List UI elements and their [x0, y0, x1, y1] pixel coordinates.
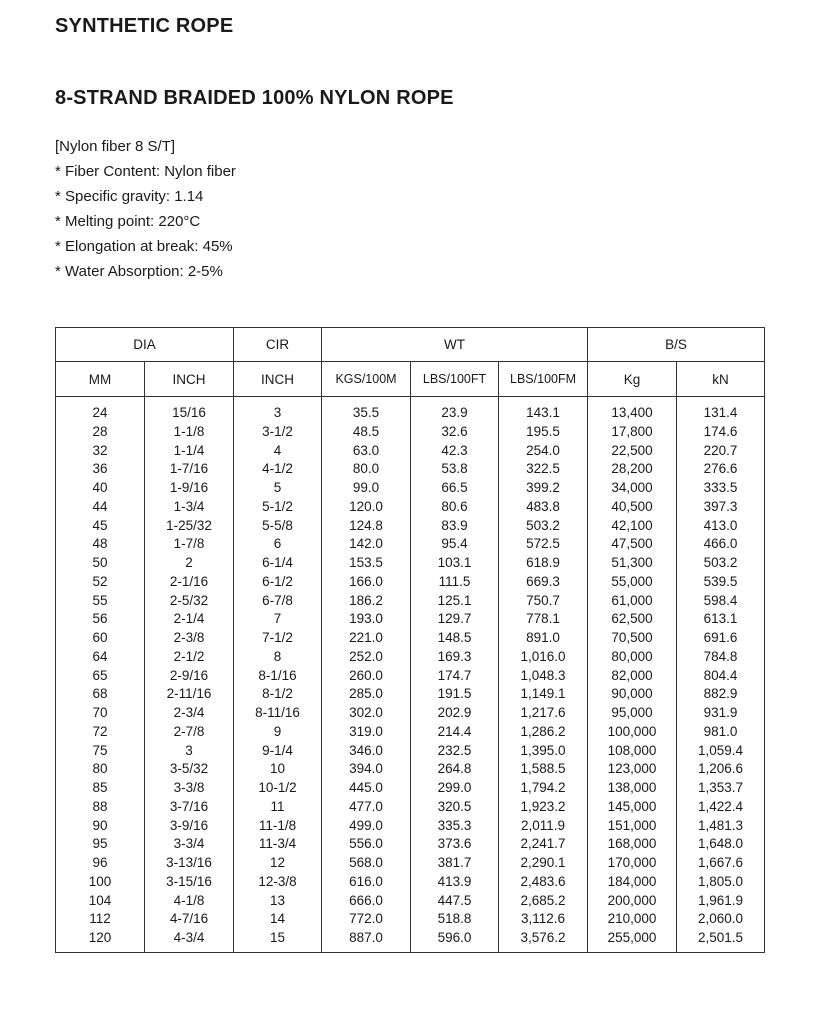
cell-wt-lbs-100fm: 2,685.2 [499, 892, 588, 911]
unit-header-kg: Kg [588, 362, 677, 397]
cell-bs-kn: 1,353.7 [677, 779, 765, 798]
cell-wt-lbs-100fm: 750.7 [499, 592, 588, 611]
cell-dia-inch: 2-1/2 [145, 648, 234, 667]
cell-bs-kg: 47,500 [588, 535, 677, 554]
cell-bs-kg: 255,000 [588, 929, 677, 952]
cell-wt-lbs-100ft: 264.8 [411, 760, 499, 779]
cell-bs-kg: 82,000 [588, 667, 677, 686]
cell-wt-lbs-100ft: 23.9 [411, 397, 499, 423]
spec-item-water-absorption: * Water Absorption: 2-5% [55, 263, 223, 280]
cell-cir-inch: 7 [234, 610, 322, 629]
cell-bs-kg: 40,500 [588, 498, 677, 517]
cell-cir-inch: 10 [234, 760, 322, 779]
table-row [56, 554, 765, 573]
cell-wt-lbs-100fm: 1,149.1 [499, 685, 588, 704]
cell-dia-inch: 4-1/8 [145, 892, 234, 911]
cell-cir-inch: 6-7/8 [234, 592, 322, 611]
cell-wt-lbs-100ft: 42.3 [411, 442, 499, 461]
cell-bs-kg: 80,000 [588, 648, 677, 667]
unit-header-kn: kN [677, 362, 765, 397]
cell-cir-inch: 4-1/2 [234, 460, 322, 479]
cell-cir-inch: 12 [234, 854, 322, 873]
header-dia: DIA [56, 328, 234, 362]
unit-header-lbs-100fm: LBS/100FM [499, 362, 588, 397]
cell-bs-kn: 981.0 [677, 723, 765, 742]
cell-dia-inch: 15/16 [145, 397, 234, 423]
cell-dia-mm: 68 [56, 685, 145, 704]
cell-wt-lbs-100ft: 214.4 [411, 723, 499, 742]
cell-dia-mm: 70 [56, 704, 145, 723]
table-body [56, 397, 765, 953]
cell-bs-kg: 17,800 [588, 423, 677, 442]
spec-item-melting-point: * Melting point: 220°C [55, 213, 201, 230]
cell-dia-inch: 3-3/4 [145, 835, 234, 854]
cell-cir-inch: 9 [234, 723, 322, 742]
cell-cir-inch: 8-1/2 [234, 685, 322, 704]
cell-bs-kn: 131.4 [677, 397, 765, 423]
cell-bs-kn: 503.2 [677, 554, 765, 573]
cell-bs-kn: 466.0 [677, 535, 765, 554]
cell-wt-lbs-100ft: 83.9 [411, 517, 499, 536]
cell-wt-kgs-100m: 616.0 [322, 873, 411, 892]
unit-header-mm: MM [56, 362, 145, 397]
cell-dia-inch: 1-1/8 [145, 423, 234, 442]
cell-dia-mm: 88 [56, 798, 145, 817]
table-row [56, 798, 765, 817]
table-row [56, 910, 765, 929]
cell-wt-lbs-100fm: 1,048.3 [499, 667, 588, 686]
table-row [56, 779, 765, 798]
cell-dia-inch: 3-7/16 [145, 798, 234, 817]
cell-wt-lbs-100fm: 1,286.2 [499, 723, 588, 742]
table-row [56, 423, 765, 442]
table-row [56, 610, 765, 629]
cell-dia-mm: 40 [56, 479, 145, 498]
cell-wt-kgs-100m: 772.0 [322, 910, 411, 929]
cell-dia-mm: 75 [56, 742, 145, 761]
cell-bs-kn: 882.9 [677, 685, 765, 704]
table-row [56, 460, 765, 479]
table-row [56, 835, 765, 854]
cell-cir-inch: 4 [234, 442, 322, 461]
unit-header-lbs-100ft: LBS/100FT [411, 362, 499, 397]
cell-wt-lbs-100fm: 1,217.6 [499, 704, 588, 723]
unit-header-dia-inch: INCH [145, 362, 234, 397]
table-group-header-row [56, 328, 765, 362]
spec-item-fiber-content: * Fiber Content: Nylon fiber [55, 163, 236, 180]
cell-wt-lbs-100ft: 335.3 [411, 817, 499, 836]
cell-dia-inch: 4-3/4 [145, 929, 234, 952]
cell-wt-kgs-100m: 887.0 [322, 929, 411, 952]
cell-dia-inch: 2-3/8 [145, 629, 234, 648]
cell-cir-inch: 8 [234, 648, 322, 667]
cell-bs-kg: 100,000 [588, 723, 677, 742]
cell-wt-lbs-100fm: 572.5 [499, 535, 588, 554]
cell-dia-mm: 120 [56, 929, 145, 952]
rope-spec-table-container [55, 327, 764, 953]
cell-wt-kgs-100m: 477.0 [322, 798, 411, 817]
cell-wt-lbs-100ft: 53.8 [411, 460, 499, 479]
cell-wt-kgs-100m: 285.0 [322, 685, 411, 704]
cell-wt-kgs-100m: 221.0 [322, 629, 411, 648]
cell-dia-mm: 45 [56, 517, 145, 536]
cell-dia-mm: 112 [56, 910, 145, 929]
cell-wt-lbs-100ft: 373.6 [411, 835, 499, 854]
cell-dia-mm: 28 [56, 423, 145, 442]
cell-wt-lbs-100fm: 322.5 [499, 460, 588, 479]
cell-bs-kg: 168,000 [588, 835, 677, 854]
cell-dia-inch: 3-3/8 [145, 779, 234, 798]
cell-cir-inch: 12-3/8 [234, 873, 322, 892]
cell-wt-lbs-100ft: 95.4 [411, 535, 499, 554]
cell-wt-lbs-100fm: 2,011.9 [499, 817, 588, 836]
cell-bs-kg: 123,000 [588, 760, 677, 779]
cell-dia-inch: 1-1/4 [145, 442, 234, 461]
cell-wt-lbs-100fm: 483.8 [499, 498, 588, 517]
cell-wt-kgs-100m: 568.0 [322, 854, 411, 873]
header-bs: B/S [588, 328, 765, 362]
cell-wt-kgs-100m: 445.0 [322, 779, 411, 798]
table-row [56, 929, 765, 952]
cell-bs-kn: 413.0 [677, 517, 765, 536]
cell-wt-lbs-100fm: 254.0 [499, 442, 588, 461]
cell-bs-kn: 397.3 [677, 498, 765, 517]
cell-bs-kn: 220.7 [677, 442, 765, 461]
cell-wt-lbs-100fm: 1,923.2 [499, 798, 588, 817]
cell-cir-inch: 14 [234, 910, 322, 929]
cell-wt-lbs-100ft: 232.5 [411, 742, 499, 761]
cell-cir-inch: 6 [234, 535, 322, 554]
cell-wt-lbs-100fm: 3,112.6 [499, 910, 588, 929]
cell-wt-kgs-100m: 302.0 [322, 704, 411, 723]
cell-wt-kgs-100m: 394.0 [322, 760, 411, 779]
product-title: 8-STRAND BRAIDED 100% NYLON ROPE [55, 87, 454, 109]
cell-wt-lbs-100fm: 1,588.5 [499, 760, 588, 779]
cell-dia-inch: 2-1/4 [145, 610, 234, 629]
cell-bs-kg: 95,000 [588, 704, 677, 723]
cell-bs-kn: 1,961.9 [677, 892, 765, 911]
cell-bs-kg: 210,000 [588, 910, 677, 929]
cell-wt-lbs-100ft: 32.6 [411, 423, 499, 442]
cell-wt-lbs-100ft: 129.7 [411, 610, 499, 629]
cell-cir-inch: 8-1/16 [234, 667, 322, 686]
cell-wt-lbs-100fm: 143.1 [499, 397, 588, 423]
cell-bs-kg: 62,500 [588, 610, 677, 629]
cell-wt-lbs-100fm: 195.5 [499, 423, 588, 442]
cell-bs-kn: 2,060.0 [677, 910, 765, 929]
table-row [56, 704, 765, 723]
cell-dia-mm: 96 [56, 854, 145, 873]
cell-wt-lbs-100fm: 503.2 [499, 517, 588, 536]
cell-dia-mm: 56 [56, 610, 145, 629]
cell-dia-inch: 2-3/4 [145, 704, 234, 723]
cell-wt-lbs-100ft: 169.3 [411, 648, 499, 667]
cell-wt-kgs-100m: 142.0 [322, 535, 411, 554]
cell-cir-inch: 5-1/2 [234, 498, 322, 517]
cell-wt-kgs-100m: 193.0 [322, 610, 411, 629]
cell-bs-kg: 61,000 [588, 592, 677, 611]
cell-dia-inch: 3-9/16 [145, 817, 234, 836]
cell-bs-kn: 804.4 [677, 667, 765, 686]
spec-item-specific-gravity: * Specific gravity: 1.14 [55, 188, 204, 205]
cell-dia-mm: 65 [56, 667, 145, 686]
cell-wt-kgs-100m: 499.0 [322, 817, 411, 836]
table-row [56, 498, 765, 517]
cell-dia-inch: 1-3/4 [145, 498, 234, 517]
cell-dia-mm: 72 [56, 723, 145, 742]
cell-wt-lbs-100fm: 2,241.7 [499, 835, 588, 854]
cell-wt-kgs-100m: 120.0 [322, 498, 411, 517]
cell-bs-kg: 55,000 [588, 573, 677, 592]
spec-item-fiber-type: [Nylon fiber 8 S/T] [55, 138, 176, 155]
cell-wt-lbs-100fm: 669.3 [499, 573, 588, 592]
cell-wt-lbs-100ft: 66.5 [411, 479, 499, 498]
cell-wt-lbs-100fm: 891.0 [499, 629, 588, 648]
cell-wt-kgs-100m: 252.0 [322, 648, 411, 667]
page-title: SYNTHETIC ROPE [55, 15, 234, 37]
table-row [56, 573, 765, 592]
cell-bs-kn: 2,501.5 [677, 929, 765, 952]
cell-cir-inch: 11 [234, 798, 322, 817]
cell-bs-kg: 34,000 [588, 479, 677, 498]
cell-dia-inch: 2-9/16 [145, 667, 234, 686]
cell-wt-lbs-100ft: 447.5 [411, 892, 499, 911]
cell-bs-kn: 1,422.4 [677, 798, 765, 817]
cell-wt-lbs-100ft: 125.1 [411, 592, 499, 611]
cell-bs-kg: 200,000 [588, 892, 677, 911]
table-unit-header-row [56, 362, 765, 397]
cell-cir-inch: 8-11/16 [234, 704, 322, 723]
cell-bs-kn: 539.5 [677, 573, 765, 592]
cell-wt-lbs-100fm: 3,576.2 [499, 929, 588, 952]
cell-cir-inch: 3-1/2 [234, 423, 322, 442]
cell-cir-inch: 10-1/2 [234, 779, 322, 798]
cell-cir-inch: 6-1/4 [234, 554, 322, 573]
table-row [56, 667, 765, 686]
cell-bs-kn: 333.5 [677, 479, 765, 498]
table-row [56, 685, 765, 704]
cell-cir-inch: 5 [234, 479, 322, 498]
cell-bs-kg: 70,500 [588, 629, 677, 648]
cell-dia-mm: 100 [56, 873, 145, 892]
cell-wt-lbs-100ft: 320.5 [411, 798, 499, 817]
cell-cir-inch: 13 [234, 892, 322, 911]
cell-wt-lbs-100fm: 2,483.6 [499, 873, 588, 892]
cell-wt-lbs-100ft: 381.7 [411, 854, 499, 873]
cell-wt-lbs-100fm: 778.1 [499, 610, 588, 629]
cell-wt-kgs-100m: 166.0 [322, 573, 411, 592]
table-row [56, 479, 765, 498]
cell-wt-lbs-100ft: 191.5 [411, 685, 499, 704]
table-row [56, 742, 765, 761]
cell-wt-lbs-100fm: 2,290.1 [499, 854, 588, 873]
unit-header-kgs-100m: KGS/100M [322, 362, 411, 397]
cell-dia-mm: 44 [56, 498, 145, 517]
cell-cir-inch: 7-1/2 [234, 629, 322, 648]
cell-bs-kn: 931.9 [677, 704, 765, 723]
table-row [56, 397, 765, 423]
cell-bs-kg: 28,200 [588, 460, 677, 479]
cell-wt-kgs-100m: 666.0 [322, 892, 411, 911]
cell-wt-lbs-100ft: 103.1 [411, 554, 499, 573]
table-row [56, 760, 765, 779]
cell-bs-kn: 1,059.4 [677, 742, 765, 761]
cell-dia-mm: 85 [56, 779, 145, 798]
cell-cir-inch: 3 [234, 397, 322, 423]
cell-bs-kn: 1,648.0 [677, 835, 765, 854]
spec-item-elongation: * Elongation at break: 45% [55, 238, 233, 255]
unit-header-cir-inch: INCH [234, 362, 322, 397]
cell-dia-inch: 3-5/32 [145, 760, 234, 779]
cell-cir-inch: 11-1/8 [234, 817, 322, 836]
cell-dia-inch: 1-9/16 [145, 479, 234, 498]
cell-wt-lbs-100ft: 80.6 [411, 498, 499, 517]
table-row [56, 723, 765, 742]
cell-bs-kn: 1,667.6 [677, 854, 765, 873]
cell-dia-mm: 64 [56, 648, 145, 667]
cell-wt-lbs-100ft: 299.0 [411, 779, 499, 798]
cell-cir-inch: 11-3/4 [234, 835, 322, 854]
cell-cir-inch: 9-1/4 [234, 742, 322, 761]
cell-bs-kg: 138,000 [588, 779, 677, 798]
cell-wt-kgs-100m: 48.5 [322, 423, 411, 442]
cell-bs-kg: 13,400 [588, 397, 677, 423]
cell-bs-kg: 51,300 [588, 554, 677, 573]
cell-dia-mm: 32 [56, 442, 145, 461]
cell-wt-lbs-100ft: 596.0 [411, 929, 499, 952]
table-row [56, 442, 765, 461]
cell-wt-lbs-100fm: 1,016.0 [499, 648, 588, 667]
cell-wt-kgs-100m: 124.8 [322, 517, 411, 536]
spec-list [55, 134, 236, 284]
cell-dia-inch: 3-13/16 [145, 854, 234, 873]
cell-dia-mm: 80 [56, 760, 145, 779]
header-cir: CIR [234, 328, 322, 362]
table-row [56, 817, 765, 836]
cell-dia-mm: 48 [56, 535, 145, 554]
cell-wt-kgs-100m: 80.0 [322, 460, 411, 479]
cell-bs-kn: 174.6 [677, 423, 765, 442]
cell-dia-mm: 90 [56, 817, 145, 836]
cell-dia-mm: 36 [56, 460, 145, 479]
cell-dia-inch: 2-1/16 [145, 573, 234, 592]
table-row [56, 535, 765, 554]
cell-bs-kn: 613.1 [677, 610, 765, 629]
cell-wt-kgs-100m: 556.0 [322, 835, 411, 854]
cell-bs-kn: 1,805.0 [677, 873, 765, 892]
cell-bs-kn: 784.8 [677, 648, 765, 667]
cell-dia-inch: 4-7/16 [145, 910, 234, 929]
cell-wt-lbs-100fm: 399.2 [499, 479, 588, 498]
cell-bs-kn: 691.6 [677, 629, 765, 648]
cell-bs-kn: 276.6 [677, 460, 765, 479]
table-row [56, 873, 765, 892]
cell-dia-mm: 55 [56, 592, 145, 611]
cell-dia-mm: 50 [56, 554, 145, 573]
cell-dia-inch: 3-15/16 [145, 873, 234, 892]
cell-bs-kg: 22,500 [588, 442, 677, 461]
cell-cir-inch: 5-5/8 [234, 517, 322, 536]
cell-dia-mm: 52 [56, 573, 145, 592]
cell-bs-kg: 184,000 [588, 873, 677, 892]
cell-dia-mm: 95 [56, 835, 145, 854]
cell-bs-kg: 90,000 [588, 685, 677, 704]
cell-wt-lbs-100ft: 413.9 [411, 873, 499, 892]
cell-wt-kgs-100m: 260.0 [322, 667, 411, 686]
cell-wt-lbs-100fm: 1,395.0 [499, 742, 588, 761]
cell-wt-lbs-100ft: 202.9 [411, 704, 499, 723]
cell-dia-inch: 3 [145, 742, 234, 761]
cell-dia-inch: 1-25/32 [145, 517, 234, 536]
cell-dia-inch: 2-5/32 [145, 592, 234, 611]
table-row [56, 648, 765, 667]
cell-dia-inch: 2-7/8 [145, 723, 234, 742]
cell-dia-inch: 1-7/16 [145, 460, 234, 479]
cell-wt-lbs-100fm: 1,794.2 [499, 779, 588, 798]
table-row [56, 854, 765, 873]
cell-bs-kg: 151,000 [588, 817, 677, 836]
table-row [56, 592, 765, 611]
cell-dia-mm: 60 [56, 629, 145, 648]
cell-wt-lbs-100ft: 111.5 [411, 573, 499, 592]
cell-bs-kn: 1,206.6 [677, 760, 765, 779]
cell-wt-lbs-100ft: 518.8 [411, 910, 499, 929]
cell-wt-kgs-100m: 153.5 [322, 554, 411, 573]
cell-dia-inch: 1-7/8 [145, 535, 234, 554]
cell-dia-inch: 2 [145, 554, 234, 573]
cell-wt-lbs-100fm: 618.9 [499, 554, 588, 573]
cell-wt-kgs-100m: 35.5 [322, 397, 411, 423]
cell-dia-mm: 24 [56, 397, 145, 423]
cell-dia-mm: 104 [56, 892, 145, 911]
cell-bs-kg: 145,000 [588, 798, 677, 817]
cell-wt-lbs-100ft: 174.7 [411, 667, 499, 686]
cell-bs-kn: 1,481.3 [677, 817, 765, 836]
cell-wt-kgs-100m: 319.0 [322, 723, 411, 742]
cell-cir-inch: 6-1/2 [234, 573, 322, 592]
table-row [56, 629, 765, 648]
cell-bs-kn: 598.4 [677, 592, 765, 611]
cell-bs-kg: 42,100 [588, 517, 677, 536]
rope-spec-table [55, 327, 765, 953]
cell-wt-kgs-100m: 63.0 [322, 442, 411, 461]
cell-wt-kgs-100m: 186.2 [322, 592, 411, 611]
cell-bs-kg: 170,000 [588, 854, 677, 873]
cell-bs-kg: 108,000 [588, 742, 677, 761]
cell-dia-inch: 2-11/16 [145, 685, 234, 704]
cell-wt-kgs-100m: 99.0 [322, 479, 411, 498]
cell-wt-lbs-100ft: 148.5 [411, 629, 499, 648]
header-wt: WT [322, 328, 588, 362]
cell-wt-kgs-100m: 346.0 [322, 742, 411, 761]
table-row [56, 517, 765, 536]
table-row [56, 892, 765, 911]
cell-cir-inch: 15 [234, 929, 322, 952]
